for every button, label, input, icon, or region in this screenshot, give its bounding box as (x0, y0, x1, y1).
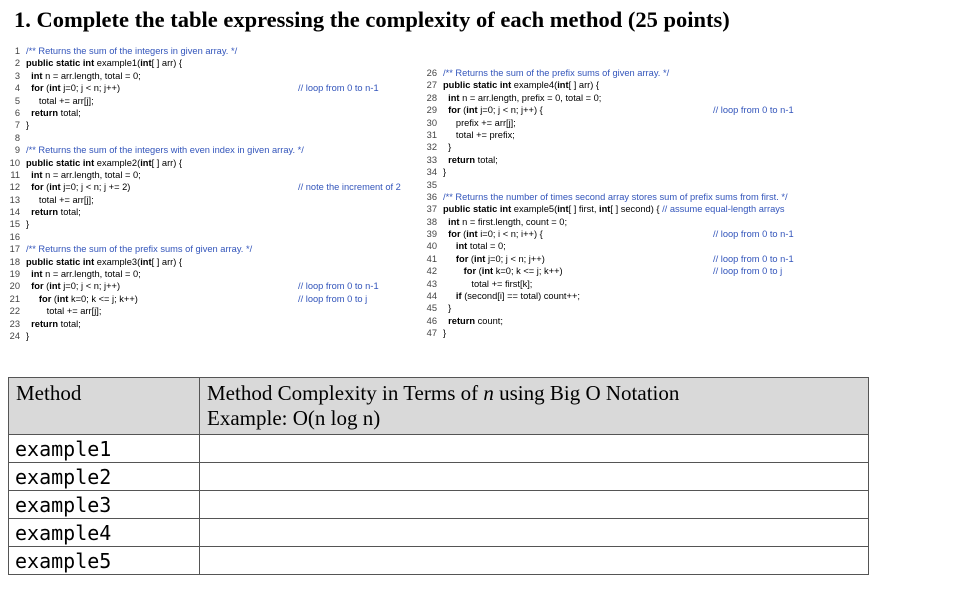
table-row (9, 519, 869, 547)
code-text: ( (468, 253, 475, 264)
code-text: total += arr[j]; (26, 194, 94, 205)
header-complexity-example: Example: O(n log n) (207, 406, 381, 430)
code-listing-right (423, 67, 863, 340)
line-number: 21 (9, 293, 20, 304)
code-keyword: public static int (443, 204, 514, 215)
code-text: j=0; j < n; j++) (485, 253, 545, 264)
code-text: ( (460, 229, 467, 240)
code-text: [ ] first, (568, 204, 600, 215)
code-keyword: int (466, 105, 478, 116)
code-line (6, 157, 421, 169)
code-text: (second[i] == total) count++; (461, 291, 580, 302)
code-line (6, 194, 421, 206)
line-number: 1 (14, 46, 20, 56)
method-cell: example2 (9, 463, 200, 491)
line-number: 42 (426, 266, 437, 277)
code-line (6, 144, 421, 156)
code-keyword: return (448, 315, 476, 326)
code-line (6, 132, 421, 144)
code-text: total = 0; (467, 241, 506, 252)
code-comment: /** Returns the sum of the integers in given array. */ (26, 46, 238, 56)
line-number: 44 (426, 291, 437, 302)
code-side-comment: // loop from 0 to j (713, 266, 783, 277)
code-line (423, 104, 863, 116)
code-text: [ ] second) { (610, 204, 663, 215)
code-keyword: for (455, 253, 469, 264)
code-text: example4( (513, 80, 558, 91)
code-text: ( (43, 182, 50, 193)
code-keyword: int (140, 157, 152, 168)
code-text: total += arr[j]; (26, 306, 102, 317)
code-line (6, 243, 421, 255)
header-complexity-pre: Method Complexity in Terms of (207, 381, 484, 405)
code-line (6, 218, 421, 230)
code-text: j=0; j < n; j++) (60, 281, 121, 292)
answer-cell[interactable] (200, 463, 869, 491)
code-keyword: public static int (26, 157, 97, 168)
line-number: 38 (426, 216, 437, 227)
answer-cell[interactable] (200, 435, 869, 463)
code-keyword: int (466, 229, 478, 240)
code-keyword: int (31, 169, 43, 180)
code-text: } (26, 120, 30, 131)
code-comment: // assume equal-length arrays (662, 204, 785, 215)
line-number: 5 (14, 95, 20, 106)
line-number: 22 (9, 306, 20, 317)
code-line (6, 330, 421, 342)
code-keyword: return (31, 207, 59, 218)
line-number: 24 (9, 330, 20, 341)
code-line (423, 129, 863, 141)
line-number: 13 (9, 194, 20, 205)
code-text (443, 266, 464, 276)
line-number: 23 (9, 318, 20, 329)
code-line (423, 240, 863, 252)
code-text: [ ] arr) { (151, 58, 183, 69)
code-line (423, 228, 863, 240)
code-side-comment: // note the increment of 2 (298, 182, 401, 193)
line-number: 30 (426, 117, 437, 128)
header-complexity (200, 378, 869, 435)
code-line (423, 166, 863, 178)
code-text: total += arr[j]; (26, 95, 94, 106)
method-cell: example1 (9, 435, 200, 463)
code-comment: /** Returns the number of times second array stores sum of prefix sums from first. */ (443, 191, 788, 202)
code-text: total; (58, 207, 81, 218)
code-text: total += first[k]; (443, 278, 533, 289)
code-text: [ ] arr) { (151, 157, 183, 168)
line-number: 33 (426, 154, 437, 165)
code-keyword: int (57, 293, 69, 304)
line-number: 4 (14, 83, 20, 94)
code-text: k=0; k <= j; k++) (68, 293, 138, 304)
code-comment: /** Returns the sum of the prefix sums of given array. */ (26, 244, 253, 255)
code-line (423, 191, 863, 203)
code-keyword: return (448, 154, 476, 165)
code-text: j=0; j < n; j++) (60, 83, 121, 94)
code-keyword: int (599, 204, 611, 215)
line-number: 47 (426, 328, 437, 339)
code-line (6, 318, 421, 330)
line-number: 36 (426, 191, 437, 202)
code-text: j=0; j < n; j++) { (477, 105, 543, 116)
line-number: 34 (426, 167, 437, 178)
code-text: total; (475, 154, 498, 165)
table-row (9, 547, 869, 575)
code-text: } (26, 219, 30, 230)
line-number: 40 (426, 241, 437, 252)
code-text: count; (475, 315, 503, 326)
line-number: 15 (9, 219, 20, 230)
code-line (423, 141, 863, 153)
code-keyword: for (463, 266, 477, 277)
code-line (6, 181, 421, 193)
code-keyword: int (49, 182, 61, 193)
line-number: 19 (9, 269, 20, 280)
code-line (423, 79, 863, 91)
header-method: Method (9, 378, 200, 435)
code-text: n = arr.length, total = 0; (42, 169, 141, 180)
answer-cell[interactable] (200, 491, 869, 519)
code-keyword: for (448, 229, 461, 240)
code-text: example5( (513, 204, 558, 215)
line-number: 7 (14, 120, 20, 131)
line-number: 2 (14, 58, 20, 69)
code-keyword: int (31, 269, 43, 280)
code-line (423, 216, 863, 228)
code-side-comment: // loop from 0 to n-1 (713, 229, 794, 240)
method-cell: example5 (9, 547, 200, 575)
line-number: 14 (9, 207, 20, 218)
method-cell: example4 (9, 519, 200, 547)
line-number: 16 (9, 231, 20, 242)
code-keyword: int (481, 266, 494, 277)
code-listing-left (6, 45, 421, 342)
code-keyword: int (557, 204, 569, 215)
code-keyword: for (38, 293, 52, 304)
code-text: ( (476, 266, 482, 277)
line-number: 8 (14, 132, 20, 143)
code-keyword: int (557, 80, 569, 91)
code-text: ( (51, 293, 58, 304)
code-keyword: int (455, 241, 468, 252)
code-line (6, 57, 421, 69)
code-text: [ ] arr) { (151, 256, 183, 267)
code-text: total += prefix; (443, 129, 515, 140)
code-text: } (443, 167, 447, 178)
code-line (423, 265, 863, 277)
line-number: 10 (9, 157, 20, 168)
answer-cell[interactable] (200, 547, 869, 575)
code-line (6, 256, 421, 268)
code-text: example3( (96, 256, 141, 267)
code-comment: /** Returns the sum of the integers with even index in given array. */ (26, 145, 304, 156)
line-number: 27 (426, 80, 437, 91)
line-number: 20 (9, 281, 20, 292)
code-side-comment: // loop from 0 to n-1 (298, 281, 379, 292)
code-line (6, 95, 421, 107)
code-text: example2( (96, 157, 141, 168)
answer-cell[interactable] (200, 519, 869, 547)
code-keyword: int (49, 281, 61, 292)
code-line (6, 293, 421, 305)
code-keyword: for (31, 83, 44, 94)
line-number: 11 (10, 169, 20, 180)
line-number: 32 (426, 142, 437, 153)
code-line (423, 302, 863, 314)
code-keyword: int (448, 92, 460, 103)
code-keyword: int (448, 216, 460, 227)
code-line (423, 315, 863, 327)
code-line (6, 231, 421, 243)
code-text: prefix += arr[j]; (443, 117, 516, 128)
code-line (6, 268, 421, 280)
code-text: example1( (96, 58, 141, 69)
code-text: k=0; k <= j; k++) (493, 266, 563, 277)
code-text (443, 291, 456, 301)
code-text: n = first.length, count = 0; (459, 216, 568, 227)
code-line (423, 92, 863, 104)
code-line (6, 169, 421, 181)
code-keyword: for (31, 182, 44, 193)
code-text: n = arr.length, total = 0; (42, 269, 141, 280)
code-text: j=0; j < n; j += 2) (60, 182, 131, 193)
code-line (6, 119, 421, 131)
line-number: 28 (426, 92, 437, 103)
complexity-table (8, 377, 869, 575)
code-side-comment: // loop from 0 to n-1 (298, 83, 379, 94)
code-line (423, 179, 863, 191)
code-keyword: for (31, 281, 44, 292)
code-line (423, 117, 863, 129)
code-keyword: int (49, 83, 61, 94)
line-number: 3 (14, 70, 20, 81)
code-line (423, 278, 863, 290)
line-number: 17 (9, 244, 20, 255)
line-number: 31 (426, 129, 437, 140)
code-line (6, 82, 421, 94)
code-keyword: int (474, 253, 486, 264)
code-text: [ ] arr) { (568, 80, 600, 91)
line-number: 35 (426, 179, 437, 190)
method-cell: example3 (9, 491, 200, 519)
code-line (423, 154, 863, 166)
code-text: total; (58, 318, 81, 329)
code-side-comment: // loop from 0 to j (298, 293, 368, 304)
line-number: 9 (14, 145, 20, 156)
code-text (443, 241, 456, 251)
code-text: n = arr.length, prefix = 0, total = 0; (459, 92, 602, 103)
code-text: i=0; i < n; i++) { (477, 229, 543, 240)
line-number: 39 (426, 229, 437, 240)
code-text: total; (58, 107, 81, 118)
code-text: } (443, 328, 447, 339)
code-keyword: for (448, 105, 461, 116)
code-keyword: public static int (443, 80, 514, 91)
code-keyword: return (31, 318, 59, 329)
code-text (26, 294, 39, 304)
code-line (6, 107, 421, 119)
header-complexity-post: using Big O Notation (493, 381, 680, 405)
line-number: 45 (426, 303, 437, 314)
code-line (6, 305, 421, 317)
table-row (9, 435, 869, 463)
code-keyword: if (455, 291, 462, 302)
header-complexity-var: n (483, 381, 494, 405)
line-number: 43 (426, 278, 437, 289)
code-text: ( (43, 83, 50, 94)
line-number: 26 (426, 68, 437, 78)
code-line (423, 67, 863, 79)
line-number: 46 (426, 315, 437, 326)
code-keyword: int (140, 256, 152, 267)
code-line (423, 253, 863, 265)
code-keyword: int (31, 70, 43, 81)
line-number: 18 (9, 256, 20, 267)
code-text (443, 254, 456, 264)
code-side-comment: // loop from 0 to n-1 (713, 253, 794, 264)
line-number: 41 (426, 253, 437, 264)
code-text: ( (43, 281, 50, 292)
code-text: } (443, 142, 452, 153)
code-keyword: return (31, 107, 59, 118)
code-text: } (443, 303, 452, 314)
code-line (6, 70, 421, 82)
code-line (423, 290, 863, 302)
code-keyword: int (140, 58, 152, 69)
code-text: ( (460, 105, 467, 116)
code-line (423, 203, 863, 215)
line-number: 37 (426, 204, 437, 215)
table-row (9, 463, 869, 491)
line-number: 6 (14, 107, 20, 118)
line-number: 29 (426, 105, 437, 116)
code-text: } (26, 330, 30, 341)
code-line (6, 206, 421, 218)
code-keyword: public static int (26, 256, 97, 267)
question-title: 1. Complete the table expressing the complexity of each method (25 points) (14, 7, 730, 32)
code-keyword: public static int (26, 58, 97, 69)
table-row (9, 491, 869, 519)
table-header-row (9, 378, 869, 435)
code-line (6, 45, 421, 57)
code-text: n = arr.length, total = 0; (42, 70, 141, 81)
line-number: 12 (9, 182, 20, 193)
code-side-comment: // loop from 0 to n-1 (713, 105, 794, 116)
code-comment: /** Returns the sum of the prefix sums of given array. */ (443, 68, 670, 78)
code-line (423, 327, 863, 339)
code-line (6, 280, 421, 292)
